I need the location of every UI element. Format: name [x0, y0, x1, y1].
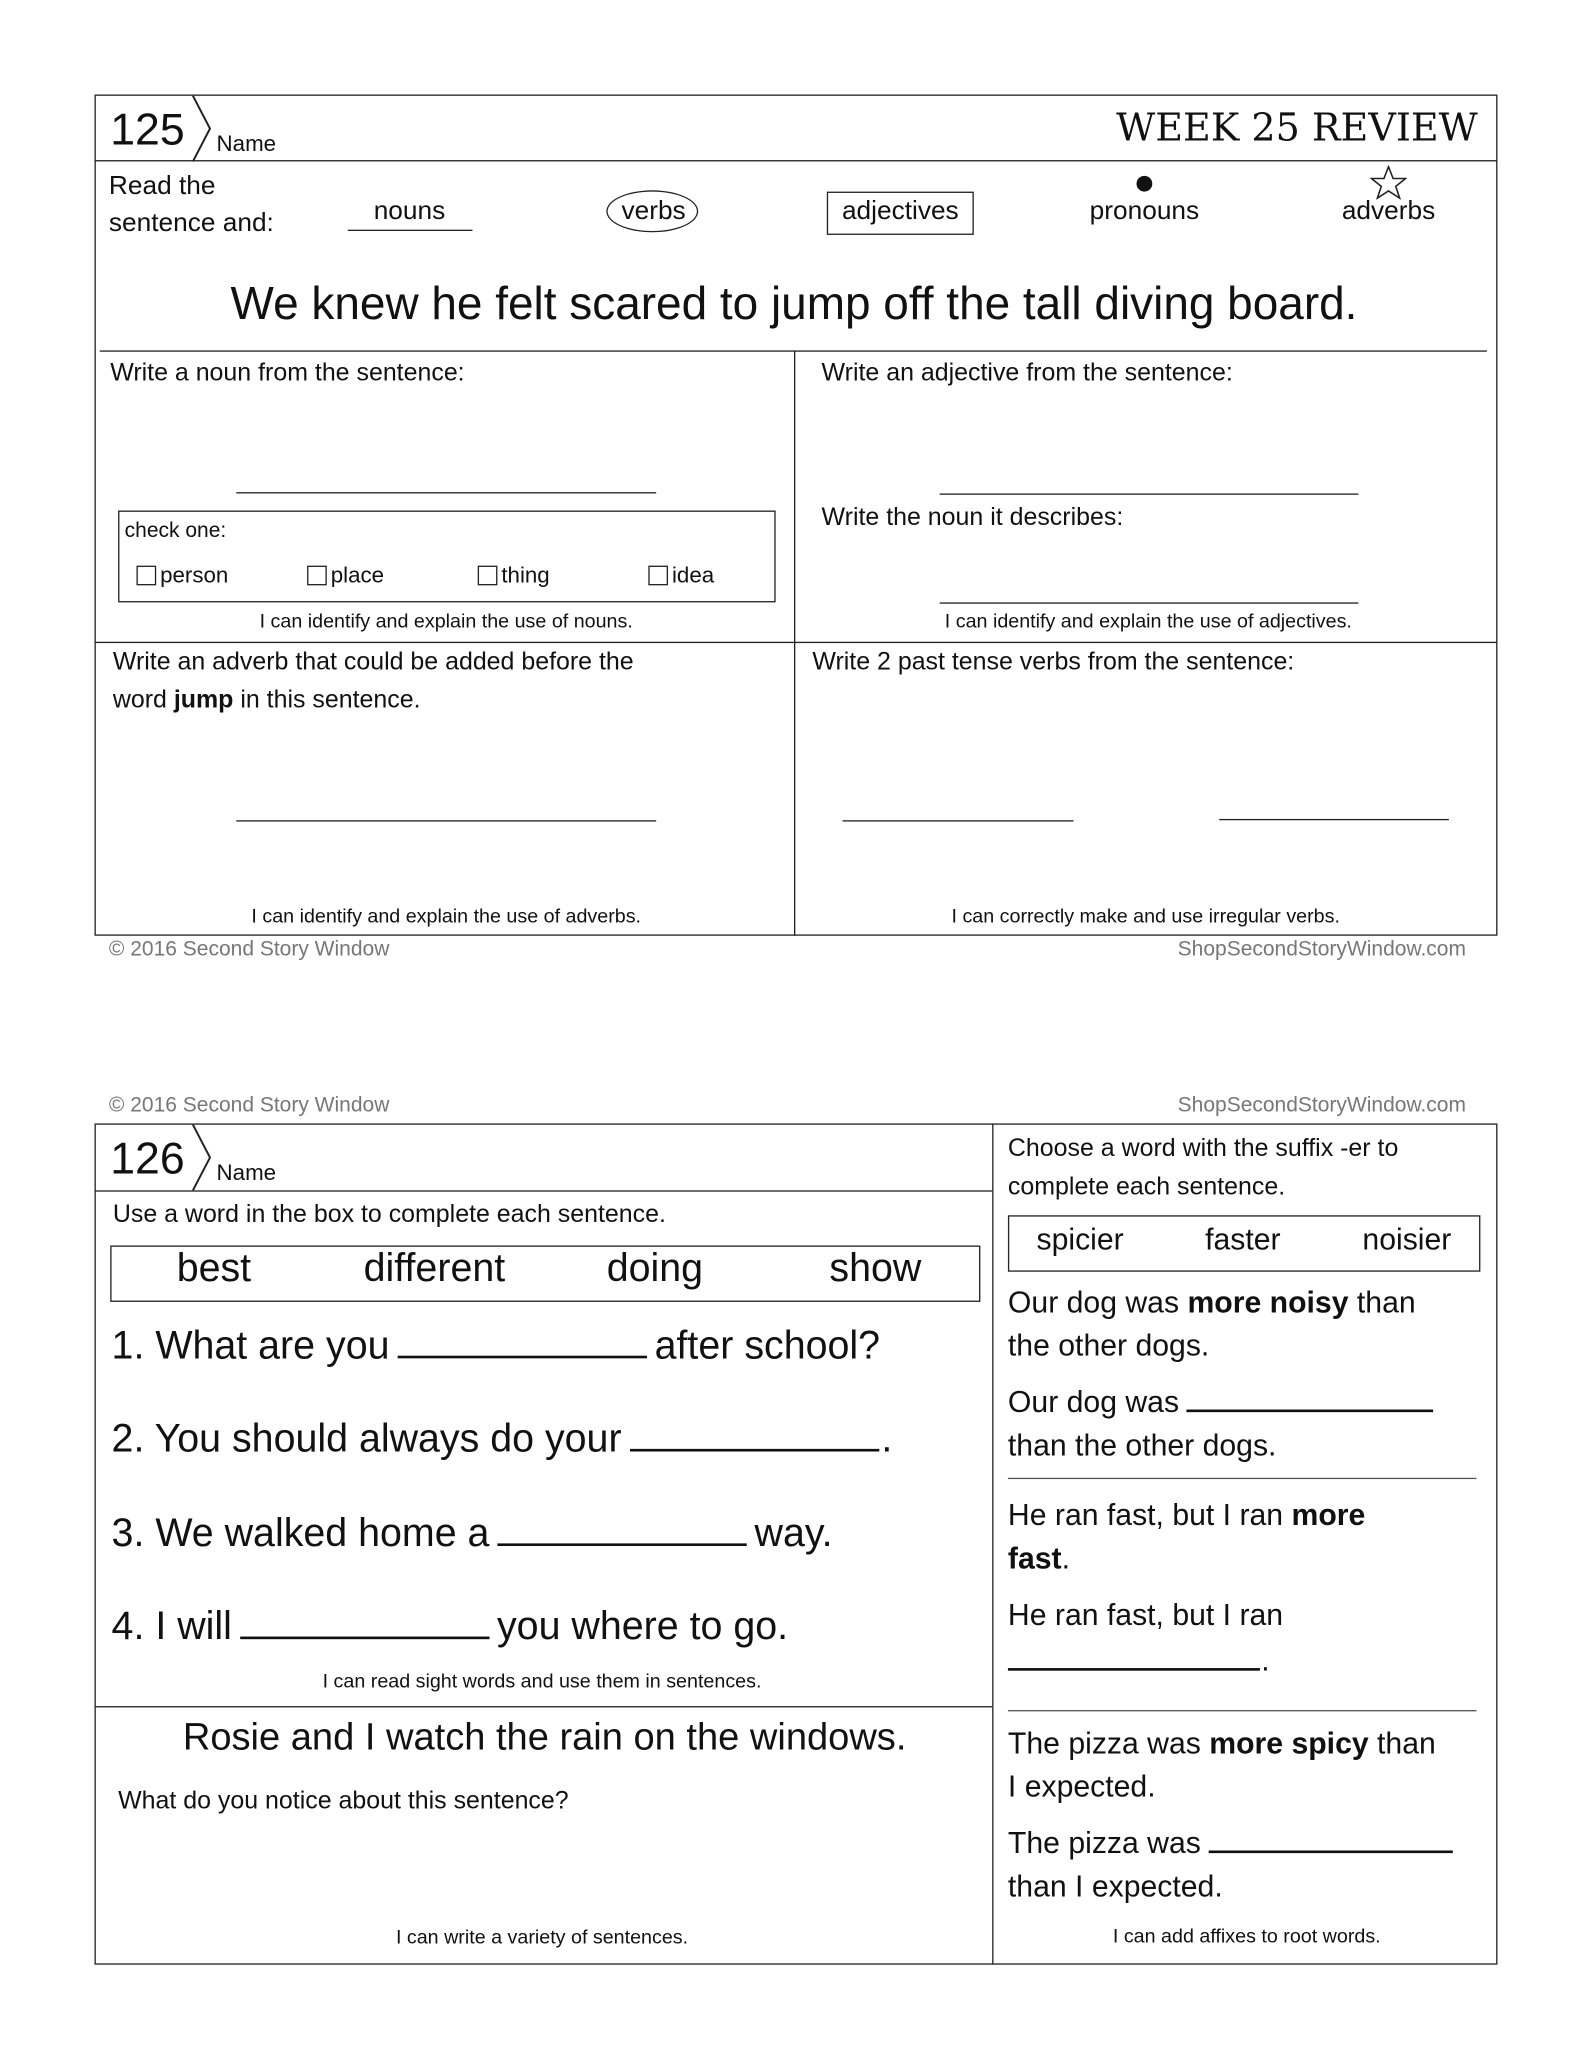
suffix-prompt: complete each sentence. — [1007, 1173, 1286, 1201]
verbs-goal: I can correctly make and use irregular verbs. — [951, 905, 1340, 928]
q1-answer: than the other dogs. — [1007, 1427, 1277, 1463]
sight-goal: I can read sight words and use them in sentences. — [322, 1670, 762, 1693]
q2-original: He ran fast, but I ran more — [1007, 1497, 1366, 1532]
instruction: sentence and: — [108, 208, 274, 238]
word-noisier: noisier — [1362, 1221, 1452, 1256]
verb-answer-line-2[interactable] — [1219, 819, 1449, 820]
marking-nouns: nouns — [373, 196, 446, 226]
website: ShopSecondStoryWindow.com — [1177, 938, 1466, 961]
marking-adverbs: adverbs — [1341, 196, 1436, 226]
checkbox-icon[interactable] — [648, 566, 668, 586]
divider — [94, 160, 1497, 161]
noun-answer-line[interactable] — [236, 492, 656, 493]
checkbox-person[interactable]: person — [136, 564, 228, 586]
notice-sentence: Rosie and I watch the rain on the windows. — [182, 1716, 907, 1759]
adverb-prompt: word jump in this sentence. — [112, 686, 421, 714]
sentence-3: 3. We walked home a way. — [111, 1511, 833, 1556]
sentence-4: 4. I will you where to go. — [111, 1605, 789, 1649]
answer-blank[interactable] — [397, 1354, 646, 1358]
star-icon — [1370, 165, 1407, 199]
name-label: Name — [216, 1160, 277, 1186]
q2-answer: . — [1008, 1646, 1270, 1676]
divider — [1008, 1478, 1477, 1479]
divider — [94, 642, 1497, 643]
q3-original: The pizza was more spicy than — [1007, 1725, 1436, 1760]
review-sentence: We knew he felt scared to jump off the tall diving board. — [230, 278, 1358, 330]
word-box-prompt: Use a word in the box to complete each sentence. — [112, 1200, 666, 1229]
q2-original: fast. — [1007, 1540, 1070, 1575]
verbs-prompt: Write 2 past tense verbs from the sentence: — [812, 648, 1295, 676]
q3-original: I expected. — [1007, 1769, 1156, 1804]
q1-original: Our dog was more noisy than — [1007, 1284, 1416, 1319]
chevron-icon — [192, 94, 213, 162]
checkbox-icon[interactable] — [478, 566, 498, 586]
copyright: © 2016 Second Story Window — [108, 938, 390, 961]
checkbox-icon[interactable] — [136, 566, 156, 586]
q1-original: the other dogs. — [1007, 1328, 1210, 1363]
q3-answer: The pizza was — [1008, 1828, 1461, 1858]
adjective-goal: I can identify and explain the use of adjectives. — [944, 610, 1352, 633]
word-show: show — [829, 1246, 922, 1291]
verb-answer-line-1[interactable] — [843, 820, 1074, 821]
adverb-goal: I can identify and explain the use of adverbs. — [251, 905, 642, 928]
word-doing: doing — [606, 1246, 704, 1291]
adverb-answer-line[interactable] — [236, 820, 656, 821]
sentence-1: 1. What are you after school? — [111, 1324, 881, 1368]
word-different: different — [363, 1246, 506, 1291]
checkbox-icon[interactable] — [307, 566, 327, 586]
sentence-2: 2. You should always do your . — [111, 1417, 893, 1461]
sheet-number: 126 — [110, 1133, 185, 1184]
checkbox-thing[interactable]: thing — [478, 564, 550, 586]
answer-blank[interactable] — [1008, 1667, 1260, 1671]
adjective-prompt: Write an adjective from the sentence: — [821, 359, 1233, 388]
q2-answer: He ran fast, but I ran — [1007, 1597, 1284, 1632]
word-faster: faster — [1205, 1221, 1281, 1256]
copyright: © 2016 Second Story Window — [108, 1094, 390, 1117]
noun-describes-answer-line[interactable] — [940, 602, 1359, 603]
underline-mark — [348, 230, 473, 231]
answer-blank[interactable] — [1209, 1849, 1453, 1853]
affix-goal: I can add affixes to root words. — [1112, 1925, 1381, 1948]
name-label: Name — [216, 131, 277, 157]
noun-prompt: Write a noun from the sentence: — [110, 359, 465, 388]
dot-icon — [1137, 176, 1153, 192]
q3-answer: than I expected. — [1007, 1868, 1223, 1903]
word-best: best — [176, 1246, 252, 1291]
website: ShopSecondStoryWindow.com — [1177, 1094, 1466, 1117]
marking-pronouns: pronouns — [1089, 196, 1200, 226]
chevron-icon — [192, 1123, 213, 1191]
week-title: WEEK 25 REVIEW — [1116, 104, 1478, 150]
checkbox-idea[interactable]: idea — [648, 564, 714, 586]
checkbox-place[interactable]: place — [307, 564, 384, 586]
divider — [1008, 1710, 1477, 1711]
check-one-label: check one: — [124, 519, 227, 543]
answer-blank[interactable] — [629, 1448, 878, 1452]
q1-answer: Our dog was — [1008, 1387, 1442, 1417]
notice-goal: I can write a variety of sentences. — [395, 1926, 689, 1949]
answer-blank[interactable] — [1187, 1408, 1434, 1412]
adjective-answer-line[interactable] — [940, 493, 1359, 494]
sheet-number: 125 — [110, 104, 185, 155]
divider — [94, 1706, 992, 1707]
answer-blank[interactable] — [240, 1635, 489, 1639]
notice-prompt: What do you notice about this sentence? — [118, 1787, 569, 1816]
answer-blank[interactable] — [497, 1542, 746, 1546]
adverb-prompt: Write an adverb that could be added before the — [112, 648, 634, 676]
suffix-prompt: Choose a word with the suffix -er to — [1007, 1135, 1399, 1163]
noun-describes-prompt: Write the noun it describes: — [821, 503, 1124, 532]
noun-goal: I can identify and explain the use of nouns. — [259, 610, 633, 633]
word-spicier: spicier — [1036, 1221, 1124, 1256]
marking-verbs: verbs — [621, 196, 686, 226]
marking-adjectives: adjectives — [841, 196, 959, 226]
instruction: Read the — [108, 171, 216, 201]
divider — [992, 1123, 993, 1964]
divider — [94, 1190, 992, 1191]
